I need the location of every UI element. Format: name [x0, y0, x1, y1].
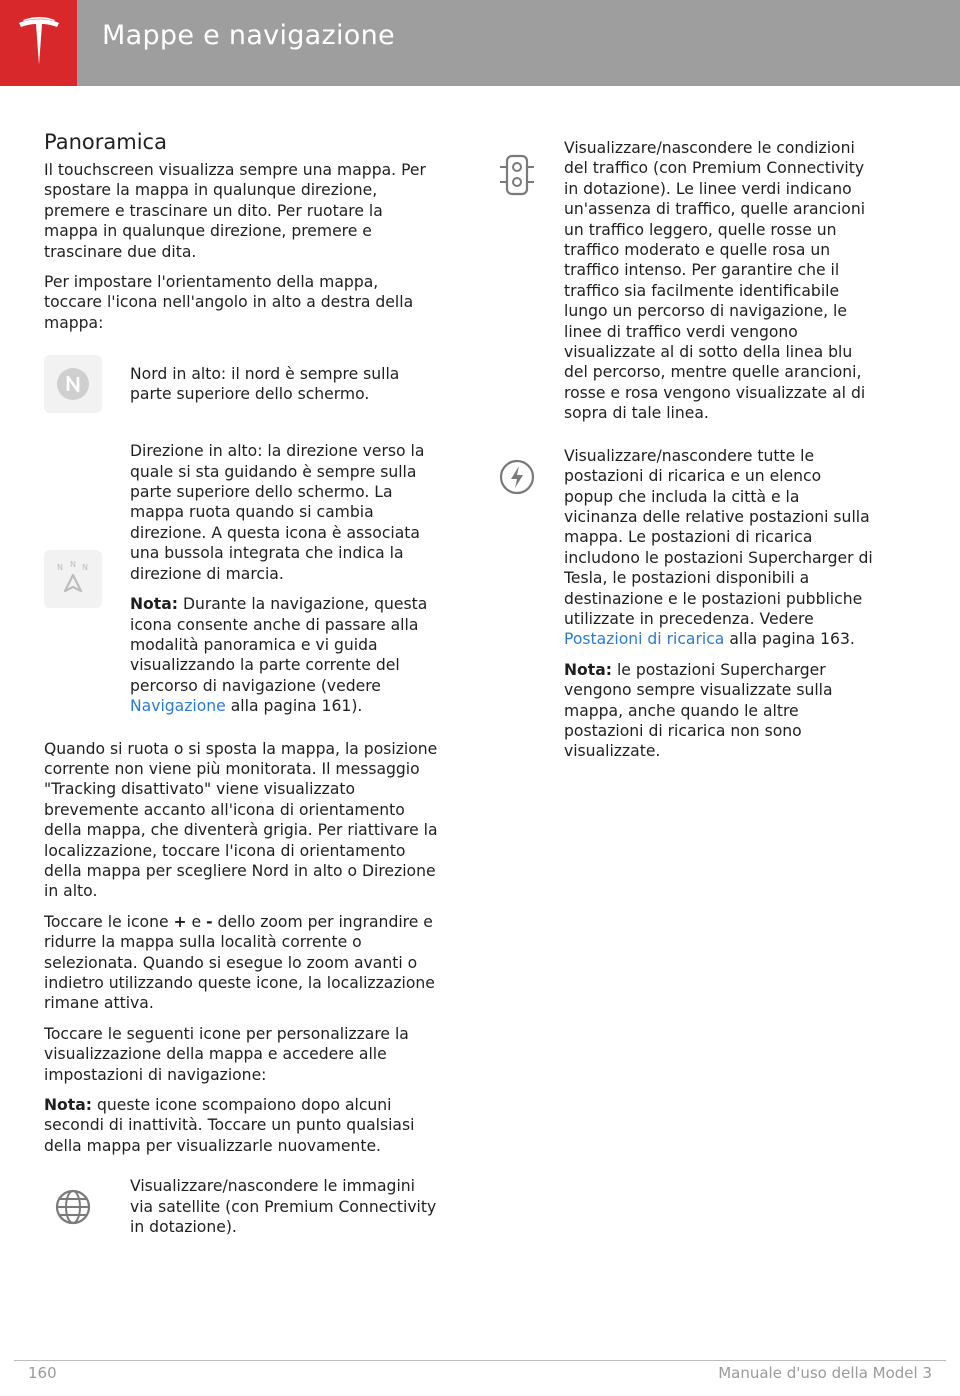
note-label: Nota: [130, 595, 178, 614]
traffic-row [494, 138, 874, 424]
manual-title: Manuale d'uso della Model 3 [718, 1364, 932, 1382]
heading-up-icon [44, 550, 102, 608]
heading-up-note: Nota: Durante la navigazione, questa icona consente anche di passare alla modalità panoramica e vi guida visualizzando la parte corrente del percorso di navigazione (vedere Navigazione alla pagina 161). [130, 595, 428, 716]
note-icons-disappear: Nota: queste icone scompaiono dopo alcuni secondi di inattività. Toccare un punto qualsiasi della mappa per visualizzarle nuovamente. [44, 1096, 415, 1155]
charging-row [494, 446, 874, 762]
zoom-minus-icon: - [206, 912, 213, 931]
north-up-row [44, 355, 439, 413]
link-postazioni-di-ricarica[interactable]: Postazioni di ricarica [564, 630, 725, 649]
paragraph-intro: Il touchscreen visualizza sempre una mappa. Per spostare la mappa in qualunque direzione, premere e trascinare un dito. Per ruotare la mappa in qualunque direzione, premere e trascinare due dita. [44, 161, 426, 261]
paragraph-customize: Toccare le seguenti icone per personalizzare la visualizzazione della mappa e accedere alle impostazioni di navigazione: [44, 1024, 409, 1084]
north-up-icon [44, 355, 102, 413]
svg-text:N: N [57, 562, 63, 572]
satellite-row [44, 1176, 439, 1237]
heading-up-row [44, 441, 439, 716]
page-title: Mappe e navigazione [102, 20, 395, 51]
paragraph-tracking: Quando si ruota o si sposta la mappa, la posizione corrente non viene più monitorata. Il messaggio "Tracking disattivato" viene visualizzato brevemente accanto all'icona di orientamento della mappa, che diventerà grigia. Per riattivare la localizzazione, toccare l'icona di orientamento della mappa per scegliere Nord in alto o Direzione in alto. [44, 739, 438, 901]
page-header [0, 0, 960, 86]
right-column [494, 138, 874, 762]
svg-text:N: N [82, 562, 88, 572]
charging-text: Visualizzare/nascondere tutte le postazioni di ricarica e un elenco popup che includa la città e la vicinanza delle relative postazioni sulla mappa. Le postazioni di ricarica includono le postazioni Supercharger di Tesla, le postazioni disponibili a destinazione e le postazioni pubbliche utilizzate in precedenza. Vedere Postazioni di ricarica alla pagina 163. [564, 446, 873, 649]
section-title: Panoramica [44, 130, 167, 154]
left-column [44, 128, 439, 1237]
satellite-text: Visualizzare/nascondere le immagini via satellite (con Premium Connectivity in dotazione). [130, 1177, 437, 1237]
globe-icon [44, 1178, 102, 1236]
tesla-logo [0, 0, 77, 86]
paragraph-orientation: Per impostare l'orientamento della mappa, toccare l'icona nell'angolo in alto a destra della mappa: [44, 273, 414, 332]
paragraph-zoom: Toccare le icone + e - dello zoom per ingrandire e ridurre la mappa sulla località corrente o selezionata. Quando si esegue lo zoom avanti o indietro utilizzando queste icone, la localizzazione rimane attiva. [44, 912, 435, 1013]
tesla-logo-icon [17, 17, 61, 69]
heading-up-text: Direzione in alto: la direzione verso la quale si sta guidando è sempre sulla parte superiore dello schermo. La mappa ruota quando si cambia direzione. A questa icona è associata una bussola integrata che indica la direzione di marcia. [130, 442, 425, 583]
traffic-text: Visualizzare/nascondere le condizioni del traffico (con Premium Connectivity in dotazione). Le linee verdi indicano un'assenza di traffico, quelle arancioni un traffico leggero, quelle rosse un traffico moderato e quelle rosa un traffico intenso. Per garantire che il traffico sia facilmente identificabile lungo un percorso di navigazione, le linee di traffico verdi vengono visualizzate al di sotto della linea blu del percorso, mentre quelle arancioni, rosse e rosa vengono visualizzate al di sopra di tale linea. [564, 139, 866, 423]
charging-bolt-icon [494, 454, 540, 500]
charging-note: Nota: le postazioni Supercharger vengono sempre visualizzate sulla mappa, anche quando le altre postazioni di ricarica non sono visualizzate. [564, 660, 833, 761]
page-number: 160 [28, 1364, 57, 1382]
north-up-text: Nord in alto: il nord è sempre sulla parte superiore dello schermo. [130, 364, 400, 404]
svg-text:N: N [70, 559, 76, 569]
footer-divider [14, 1360, 946, 1361]
traffic-light-icon [494, 152, 540, 198]
link-navigazione[interactable]: Navigazione [130, 697, 226, 716]
zoom-plus-icon: + [173, 912, 187, 931]
